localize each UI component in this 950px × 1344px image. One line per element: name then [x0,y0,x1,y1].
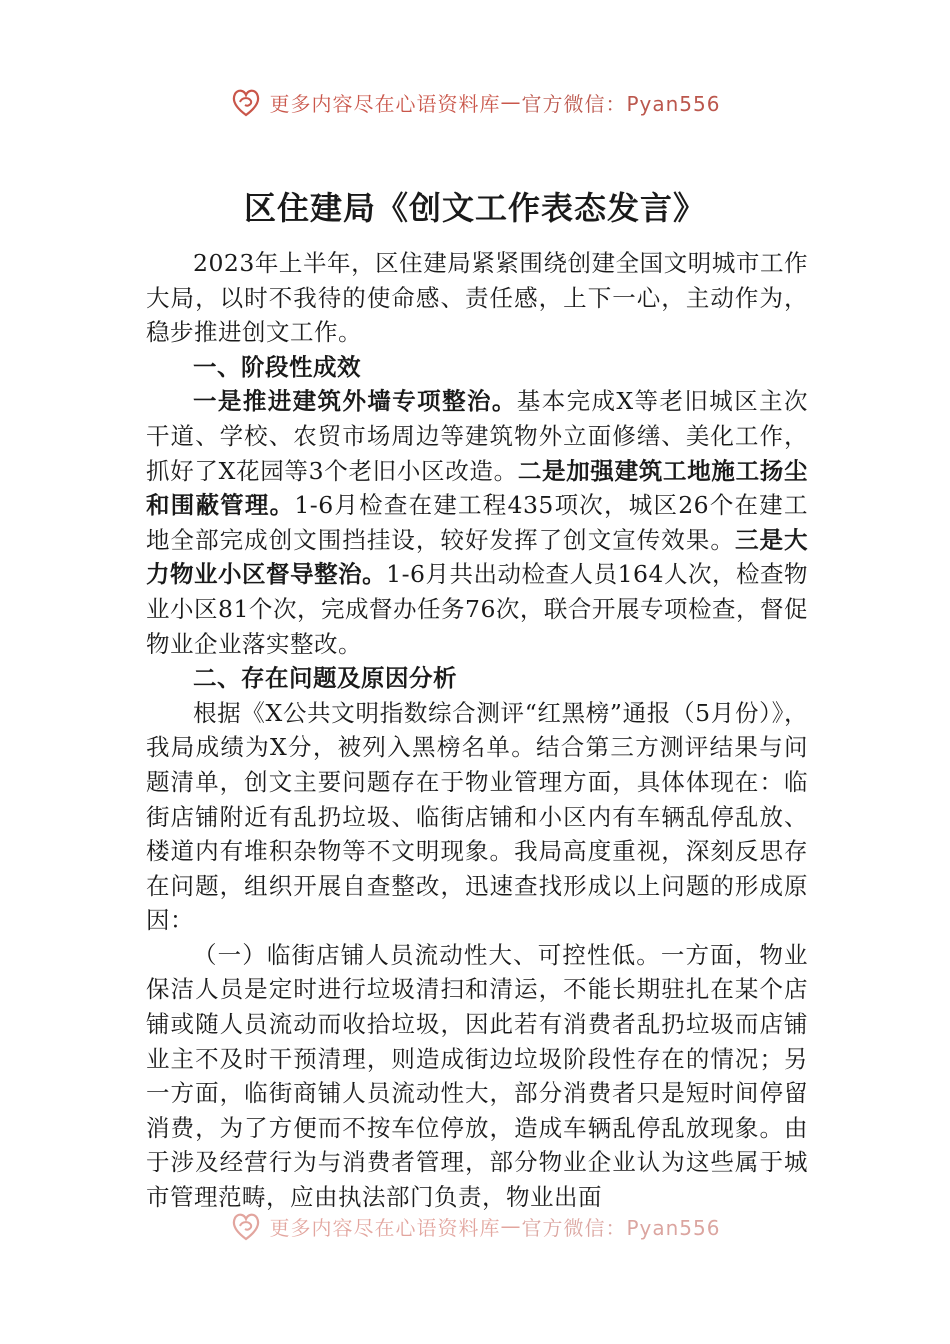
heart-swirl-logo-icon [229,85,263,119]
problems-paragraph: 根据《X公共文明指数综合测评“红黑榜”通报（5月份）》，我局成绩为X分，被列入黑榜名单。结合第三方测评结果与问题清单，创文主要问题存在于物业管理方面，具体体现在：临街店铺附近有乱扔垃圾、临街店铺和小区内有车辆乱停乱放、楼道内有堆积杂物等不文明现象。我局高度重视，深刻反思存在问题，组织开展自查整改，迅速查找形成以上问题的形成原因： [146,698,808,935]
achievement-lead-1: 一是推进建筑外墙专项整治。 [193,387,517,416]
achievement-lead-2: 二是加强建筑工地施工扬尘和围蔽管理。 [146,456,809,520]
cause-text-1: 一方面，物业保洁人员是定时进行垃圾清扫和清运，不能长期驻扎在某个店铺或随人员流动而收拾垃圾，因此若有消费者乱扔垃圾而店铺业主不及时干预清理，则造成街边垃圾阶段性存在的情况；另一方面，临街商铺人员流动性大，部分消费者只是短时间停留消费，为了方便而不按车位停放，造成车辆乱停乱放现象。由于涉及经营行为与消费者管理，部分物业企业认为这些属于城市管理范畴，应由执法部门负责，物业出面 [146,940,808,1212]
document-body [146,246,808,1215]
watermark-banner-top [0,82,950,122]
watermark-contact: 官方微信：Pyan556 [521,91,721,116]
page-title: 区住建局《创文工作表态发言》 [243,189,706,227]
achievement-text-3: 1-6月共出动检查人员164人次，检查物业小区81个次，完成督办任务76次，联合开展专项检查，督促物业企业落实整改。 [146,560,809,658]
cause-lead-1: （一）临街店铺人员流动性大、可控性低。 [193,940,661,969]
intro-paragraph: 2023年上半年，区住建局紧紧围绕创建全国文明城市工作大局，以时不我待的使命感、责任感，上下一心，主动作为，稳步推进创文工作。 [146,249,808,347]
section-heading-problems: 二、存在问题及原因分析 [193,664,457,693]
heart-swirl-logo-icon [229,1209,263,1243]
watermark-separator: — [500,90,522,114]
watermark-separator: — [500,1214,522,1238]
cause-paragraph-1 [146,938,808,1215]
achievements-paragraph [146,384,808,661]
watermark-text: 更多内容尽在心语资料库 [269,91,501,116]
watermark-banner-bottom [0,1206,950,1246]
watermark-contact: 官方微信：Pyan556 [521,1215,721,1240]
section-heading-achievements: 一、阶段性成效 [193,352,361,381]
achievement-text-1: 基本完成X等老旧城区主次干道、学校、农贸市场周边等建筑物外立面修缮、美化工作，抓好了X花园等3个老旧小区改造。 [146,387,809,485]
watermark-text: 更多内容尽在心语资料库 [269,1215,501,1240]
achievement-text-2: 1-6月检查在建工程435项次，城区26个在建工地全部完成创文围挡挂设，较好发挥了创文宣传效果。 [146,491,809,554]
achievement-lead-3: 三是大力物业小区督导整治。 [146,525,809,589]
